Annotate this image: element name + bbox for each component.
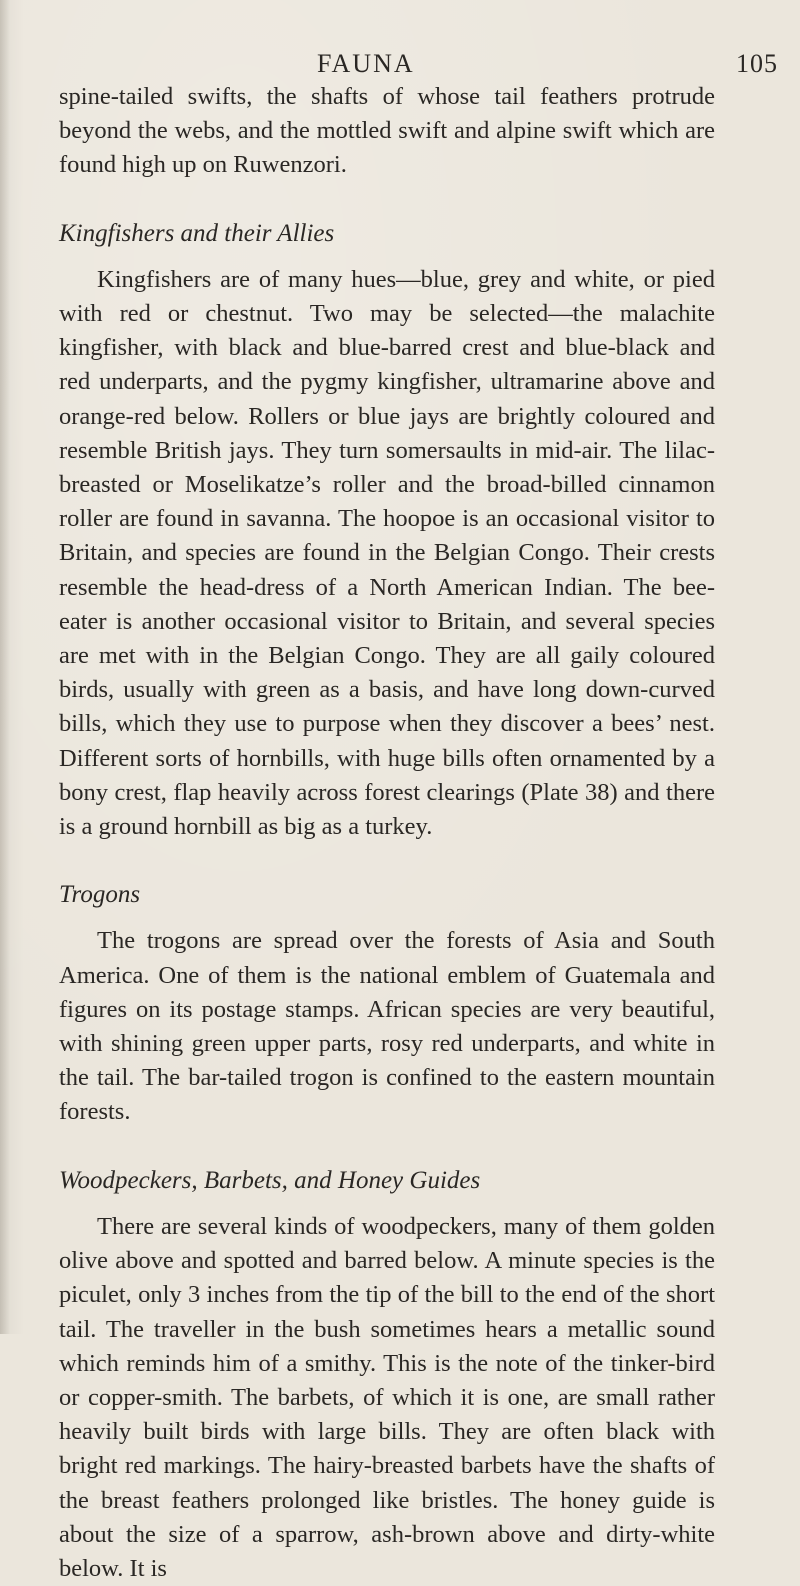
section-gap bbox=[59, 844, 715, 878]
body-text bbox=[59, 80, 715, 1586]
section-gap bbox=[59, 1130, 715, 1164]
section-heading-kingfishers: Kingfishers and their Allies bbox=[59, 219, 335, 247]
heading-gap bbox=[59, 912, 715, 924]
heading-gap bbox=[59, 1198, 715, 1210]
intro-paragraph: spine-tailed swifts, the shafts of whose tail feathers protrude beyond the webs, and the mottled swift and alpine swift which are found high up on Ruwenzori. bbox=[59, 83, 715, 179]
page-number: 105 bbox=[736, 49, 778, 78]
trogons-paragraph: The trogons are spread over the forests of Asia and South America. One of them is the national emblem of Guatemala and figures on its postage stamps. African species are very beautiful, with shining green upper parts, rosy red underparts, and white in the tail. The bar-tailed trogon is confined to the eastern mountain forests. bbox=[59, 927, 715, 1126]
running-title: FAUNA bbox=[317, 49, 415, 78]
section-heading-trogons: Trogons bbox=[59, 881, 141, 909]
woodpeckers-paragraph: There are several kinds of woodpeckers, many of them golden olive above and spotted and barred below. A minute species is the piculet, only 3 inches from the tip of the bill to the end of the short tail. The traveller in the bush sometimes hears a metallic sound which reminds him of a smithy. This is the note of the tinker-bird or copper-smith. The barbets, of which it is one, are small rather heavily built birds with large bills. They are often black with bright red markings. The hairy-breasted barbets have the shafts of the breast feathers prolonged like bristles. The honey guide is about the size of a sparrow, ash-brown above and dirty-white below. It is bbox=[59, 1212, 715, 1582]
running-head bbox=[0, 46, 800, 82]
section-heading-woodpeckers: Woodpeckers, Barbets, and Honey Guides bbox=[59, 1166, 481, 1194]
gutter-shadow bbox=[0, 0, 10, 1334]
heading-gap bbox=[59, 251, 715, 263]
kingfishers-paragraph: Kingfishers are of many hues—blue, grey and white, or pied with red or chestnut. Two may be selected—the malachite kingfisher, with black and blue-barred crest and blue-black and red underparts, and the pygmy kingfisher, ultramarine above and orange-red below. Rollers or blue jays are brightly coloured and resemble British jays. They turn somersaults in mid-air. The lilac-breasted or Moselikatze’s roller and the broad-billed cinnamon roller are found in savanna. The hoopoe is an occasional visitor to Britain, and species are found in the Belgian Congo. Their crests resemble the head-dress of a North American Indian. The bee-eater is another occasional visitor to Britain, and several species are met with in the Belgian Congo. They are all gaily coloured birds, usually with green as a basis, and have long down-curved bills, which they use to purpose when they discover a bees’ nest. Different sorts of hornbills, with huge bills often ornamented by a bony crest, flap heavily across forest clearings (Plate 38) and there is a ground hornbill as big as a turkey. bbox=[59, 265, 715, 841]
section-gap bbox=[59, 183, 715, 217]
